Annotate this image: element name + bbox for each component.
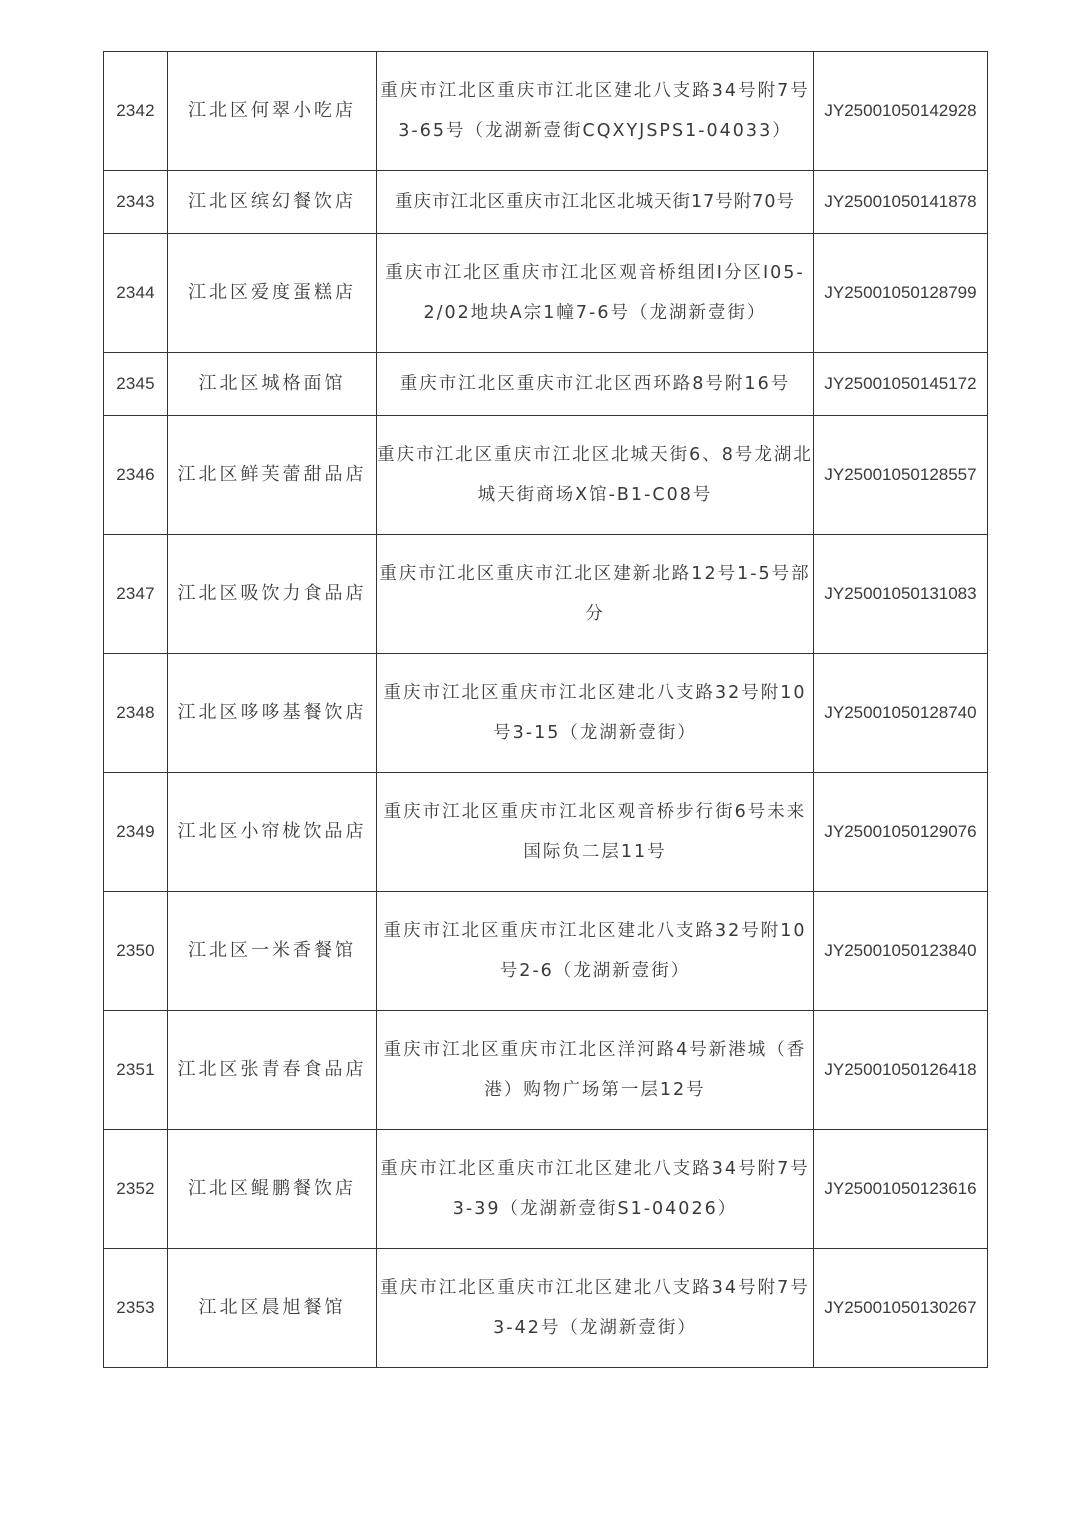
- table-row: [104, 773, 988, 892]
- business-name: 江北区城格面馆: [168, 353, 377, 416]
- business-name: 江北区张青春食品店: [168, 1011, 377, 1130]
- license-number: JY25001050128557: [814, 416, 988, 535]
- business-address: 重庆市江北区重庆市江北区北城天街6、8号龙湖北城天街商场X馆-B1-C08号: [377, 416, 814, 535]
- row-number: 2348: [104, 654, 168, 773]
- license-number: JY25001050128799: [814, 234, 988, 353]
- business-name: 江北区缤幻餐饮店: [168, 171, 377, 234]
- license-number: JY25001050123840: [814, 892, 988, 1011]
- row-number: 2343: [104, 171, 168, 234]
- business-name: 江北区小帘栊饮品店: [168, 773, 377, 892]
- license-number: JY25001050141878: [814, 171, 988, 234]
- business-name: 江北区晨旭餐馆: [168, 1249, 377, 1368]
- row-number: 2352: [104, 1130, 168, 1249]
- row-number: 2346: [104, 416, 168, 535]
- table-row: [104, 52, 988, 171]
- business-address: 重庆市江北区重庆市江北区建北八支路34号附7号3-39（龙湖新壹街S1-04026）: [377, 1130, 814, 1249]
- business-address: 重庆市江北区重庆市江北区建北八支路34号附7号3-42号（龙湖新壹街）: [377, 1249, 814, 1368]
- license-number: JY25001050128740: [814, 654, 988, 773]
- license-number: JY25001050131083: [814, 535, 988, 654]
- table-row: [104, 1011, 988, 1130]
- license-number: JY25001050130267: [814, 1249, 988, 1368]
- table-row: [104, 654, 988, 773]
- business-name: 江北区鲜芙蕾甜品店: [168, 416, 377, 535]
- business-address: 重庆市江北区重庆市江北区观音桥组团Ⅰ分区Ⅰ05-2/02地块A宗1幢7-6号（龙湖新壹街）: [377, 234, 814, 353]
- row-number: 2350: [104, 892, 168, 1011]
- license-number: JY25001050129076: [814, 773, 988, 892]
- business-address: 重庆市江北区重庆市江北区洋河路4号新港城（香港）购物广场第一层12号: [377, 1011, 814, 1130]
- row-number: 2351: [104, 1011, 168, 1130]
- table-row: [104, 416, 988, 535]
- row-number: 2353: [104, 1249, 168, 1368]
- row-number: 2345: [104, 353, 168, 416]
- license-table: [103, 51, 988, 1368]
- business-name: 江北区哆哆基餐饮店: [168, 654, 377, 773]
- table-row: [104, 353, 988, 416]
- business-name: 江北区何翠小吃店: [168, 52, 377, 171]
- row-number: 2344: [104, 234, 168, 353]
- row-number: 2349: [104, 773, 168, 892]
- business-name: 江北区鲲鹏餐饮店: [168, 1130, 377, 1249]
- business-name: 江北区吸饮力食品店: [168, 535, 377, 654]
- business-address: 重庆市江北区重庆市江北区建北八支路32号附10号2-6（龙湖新壹街）: [377, 892, 814, 1011]
- license-number: JY25001050142928: [814, 52, 988, 171]
- business-name: 江北区爱度蛋糕店: [168, 234, 377, 353]
- license-number: JY25001050145172: [814, 353, 988, 416]
- license-number: JY25001050126418: [814, 1011, 988, 1130]
- business-address: 重庆市江北区重庆市江北区西环路8号附16号: [377, 353, 814, 416]
- table-row: [104, 892, 988, 1011]
- license-number: JY25001050123616: [814, 1130, 988, 1249]
- table-row: [104, 1130, 988, 1249]
- business-name: 江北区一米香餐馆: [168, 892, 377, 1011]
- business-address: 重庆市江北区重庆市江北区建北八支路32号附10号3-15（龙湖新壹街）: [377, 654, 814, 773]
- business-address: 重庆市江北区重庆市江北区建北八支路34号附7号3-65号（龙湖新壹街CQXYJSPS1-04033）: [377, 52, 814, 171]
- table-row: [104, 171, 988, 234]
- table-row: [104, 1249, 988, 1368]
- table-row: [104, 234, 988, 353]
- business-address: 重庆市江北区重庆市江北区北城天街17号附70号: [377, 171, 814, 234]
- table-row: [104, 535, 988, 654]
- row-number: 2342: [104, 52, 168, 171]
- row-number: 2347: [104, 535, 168, 654]
- business-address: 重庆市江北区重庆市江北区观音桥步行街6号未来国际负二层11号: [377, 773, 814, 892]
- business-address: 重庆市江北区重庆市江北区建新北路12号1-5号部分: [377, 535, 814, 654]
